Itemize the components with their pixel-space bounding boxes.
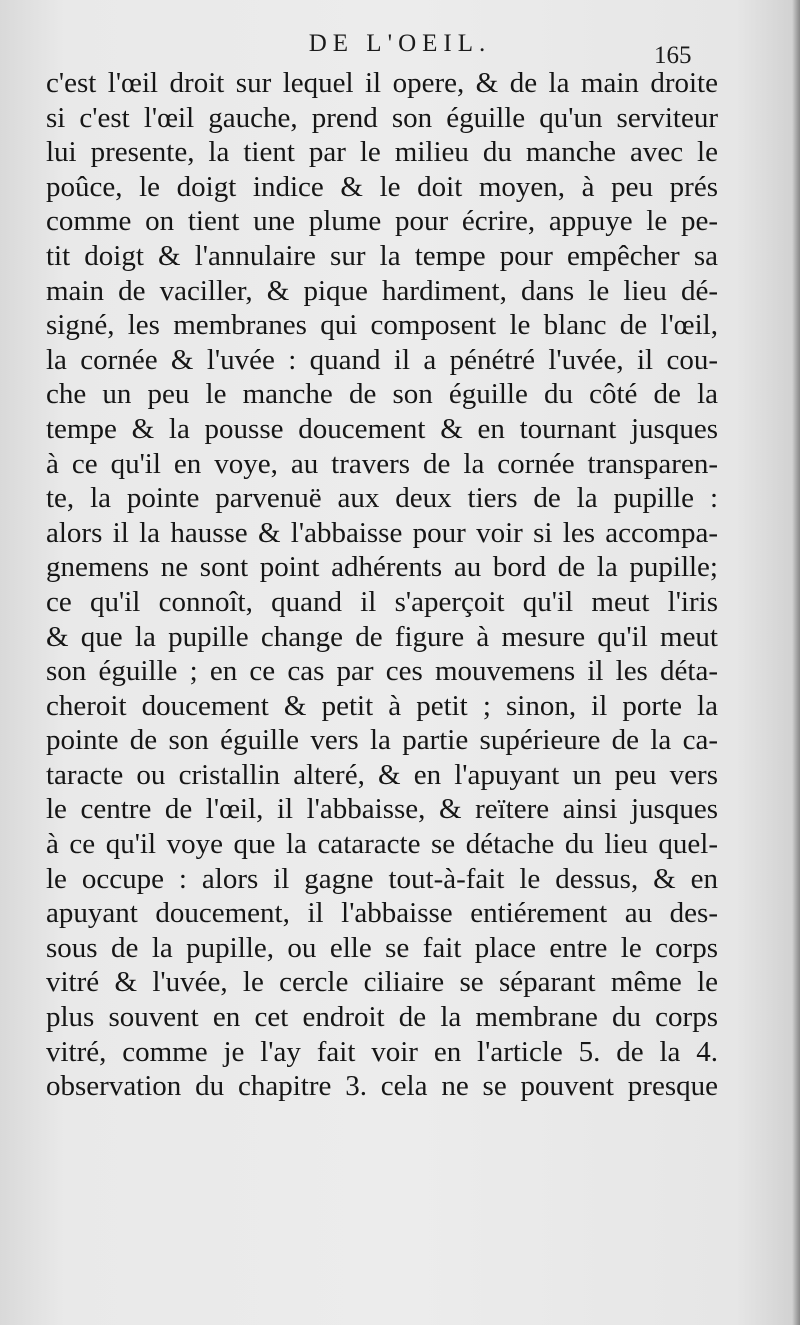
text-line: alors il la hausse & l'abbaisse pour voir si les accompa- (46, 516, 718, 549)
text-line: & que la pupille change de figure à mesure qu'il meut (46, 620, 718, 653)
text-line: c'est l'œil droit sur lequel il opere, & de la main droite (46, 67, 718, 99)
running-head: DE L'OEIL. (308, 30, 492, 57)
text-line: tempe & la pousse doucement & en tournant jusques (46, 412, 718, 445)
text-line: observation du chapitre 3. cela ne se pouvent presque (46, 1070, 718, 1103)
text-line: ce qu'il connoît, quand il s'aperçoit qu'il meut l'iris (46, 585, 718, 618)
text-line: lui presente, la tient par le milieu du manche avec le (46, 136, 718, 169)
text-line: vitré, comme je l'ay fait voir en l'article 5. de la 4. (46, 1035, 718, 1068)
text-line: à ce qu'il en voye, au travers de la cornée transparen- (46, 447, 718, 480)
text-line: apuyant doucement, il l'abbaisse entiérement au des- (46, 897, 718, 930)
text-line: le centre de l'œil, il l'abbaisse, & reïtere ainsi jusques (46, 793, 718, 826)
text-line: sous de la pupille, ou elle se fait place entre le corps (46, 931, 718, 964)
text-line: plus souvent en cet endroit de la membrane du corps (46, 1001, 718, 1034)
text-line: à ce qu'il voye que la cataracte se détache du lieu quel- (46, 828, 718, 861)
text-line: cheroit doucement & petit à petit ; sinon, il porte la (46, 689, 718, 722)
text-line: comme on tient une plume pour écrire, appuye le pe- (46, 205, 718, 238)
text-line: si c'est l'œil gauche, prend son éguille qu'un serviteur (46, 101, 718, 134)
page-number: 165 (654, 42, 692, 69)
text-line: le occupe : alors il gagne tout-à-fait le dessus, & en (46, 862, 718, 895)
text-line: poûce, le doigt indice & le doit moyen, à peu prés (46, 170, 718, 203)
text-line: tit doigt & l'annulaire sur la tempe pour empêcher sa (46, 239, 718, 272)
text-line: te, la pointe parvenuë aux deux tiers de la pupille : (46, 482, 718, 515)
text-line: che un peu le manche de son éguille du côté de la (46, 378, 718, 411)
text-line: main de vaciller, & pique hardiment, dans le lieu dé- (46, 274, 718, 307)
text-line: vitré & l'uvée, le cercle ciliaire se séparant même le (46, 966, 718, 999)
text-line: signé, les membranes qui composent le blanc de l'œil, (46, 309, 718, 342)
body-text (46, 66, 718, 1104)
text-line: pointe de son éguille vers la partie supérieure de la ca- (46, 724, 718, 757)
text-line: gnemens ne sont point adhérents au bord de la pupille; (46, 551, 718, 584)
text-line: taracte ou cristallin alteré, & en l'apuyant un peu vers (46, 758, 718, 791)
text-line: la cornée & l'uvée : quand il a pénétré l'uvée, il cou- (46, 343, 718, 376)
text-line: son éguille ; en ce cas par ces mouvemens il les déta- (46, 655, 718, 688)
